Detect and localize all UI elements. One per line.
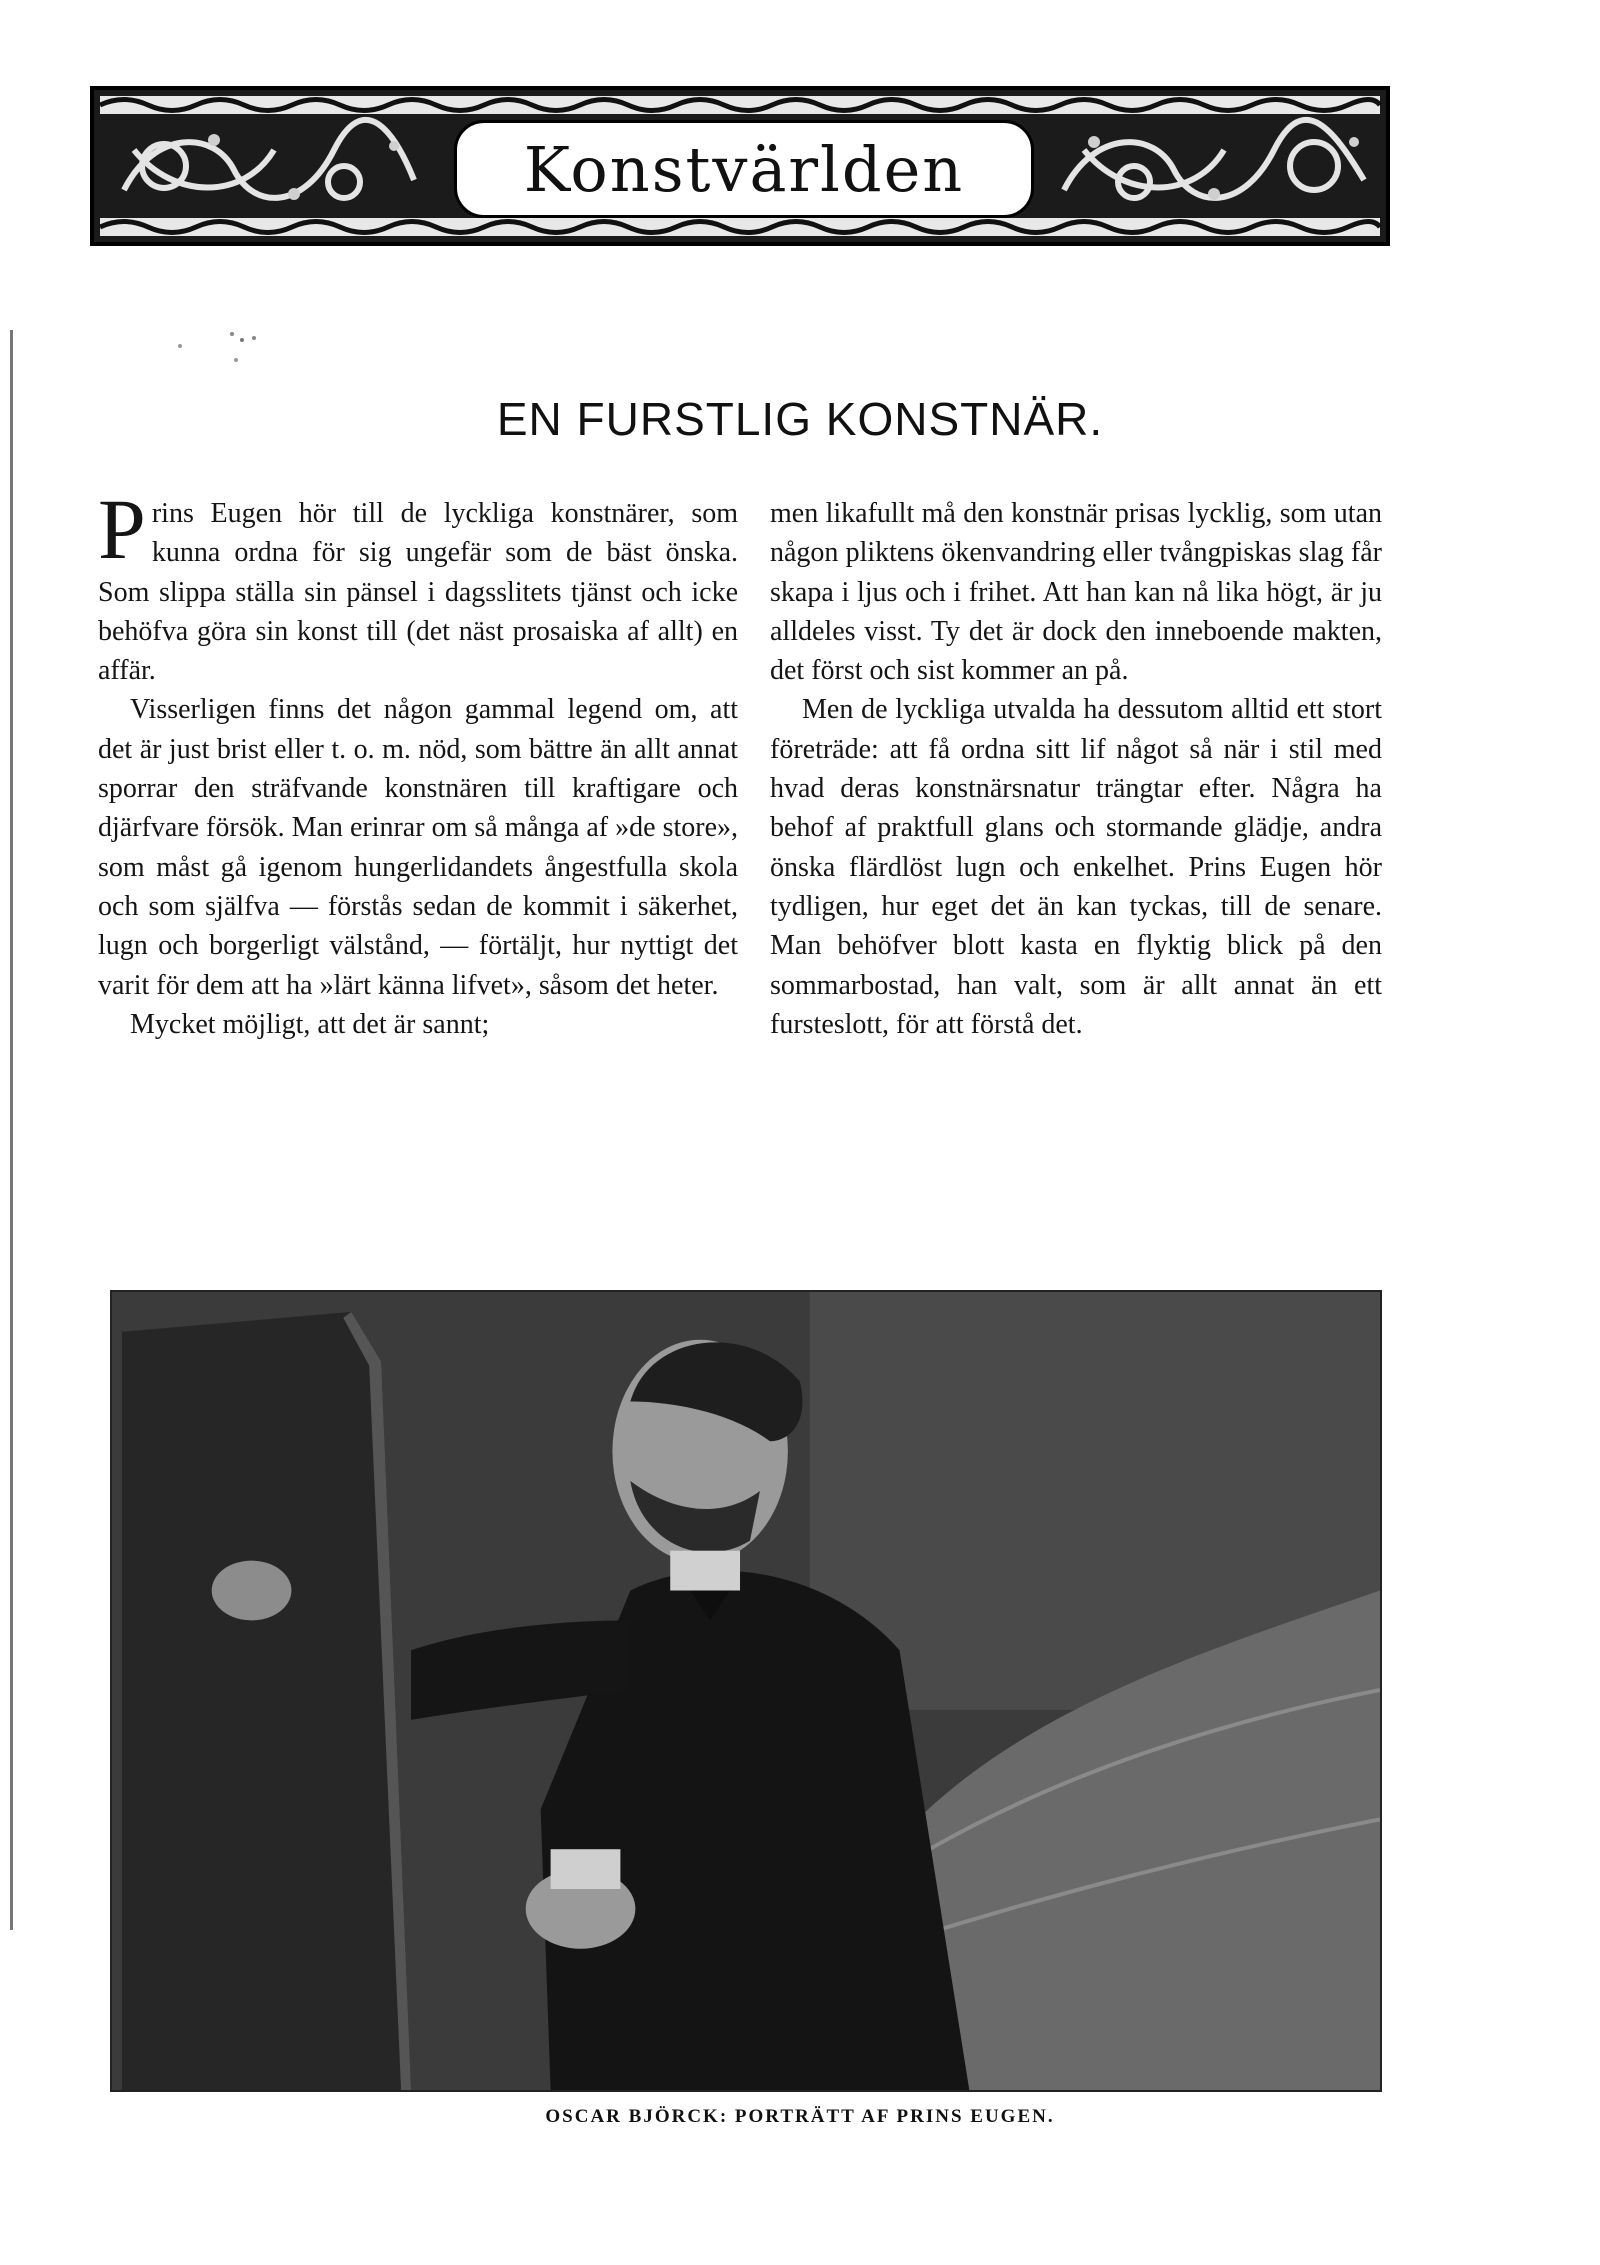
article-headline: EN FURSTLIG KONSTNÄR. bbox=[496, 393, 1104, 445]
paragraph: men likafullt må den konstnär prisas lycklig, som utan någon pliktens ökenvandring eller tvångpiskas slag får skapa i ljus och i frihet. Att han kan nå lika högt, är ju alldeles visst. Ty det är dock den inneboende makten, det först och sist kommer an på. bbox=[770, 498, 1382, 687]
paragraph: Visserligen finns det någon gammal legend om, att det är just brist eller t. o. m. nöd, som bättre än allt annat sporrar den sträfvande konstnären till kraftigare och djärfvare försök. Man erinrar om så många af »de store», som måst gå igenom hungerlidandets ångestfulla skola och som själfva — förstås sedan de kommit i säkerhet, lugn och borgerligt välstånd, — förtäljt, hur nyttigt det varit för dem att ha »lärt känna lifvet», såsom det heter. bbox=[98, 694, 738, 1001]
drop-cap: P bbox=[98, 481, 146, 577]
ornamental-header-banner bbox=[90, 86, 1390, 246]
portrait-painting-image bbox=[112, 1292, 1380, 2090]
portrait-photograph bbox=[110, 1290, 1382, 2092]
left-margin-rule bbox=[10, 330, 13, 1930]
paragraph: Men de lyckliga utvalda ha dessutom alltid ett stort företräde: att få ordna sitt lif något så när i stil med hvad deras konstnärsnatur trängtar efter. Några ha behof af praktfull glans och stormande glädje, andra önska flärdlöst lugn och enkelhet. Prins Eugen hör tydligen, hur eget det än kan tyckas, till de senare. Man behöfver blott kasta en flyktig blick på den sommarbostad, han valt, som är allt annat än ett fursteslott, för att förstå det. bbox=[770, 694, 1382, 1040]
section-title: Konstvärlden bbox=[523, 132, 965, 206]
banner-title-frame bbox=[454, 120, 1034, 218]
print-specks bbox=[170, 320, 310, 380]
paragraph: Prins Eugen hör till de lyckliga konstnärer, som kunna ordna för sig ungefär som de bäst önska. Som slippa ställa sin pänsel i dagsslitets tjänst och icke behöfva göra sin konst till (det näst prosaiska af allt) en affär. bbox=[98, 481, 738, 687]
photo-caption: OSCAR BJÖRCK: PORTRÄTT AF PRINS EUGEN. bbox=[545, 2106, 1055, 2127]
paragraph: Mycket möjligt, att det är sannt; bbox=[130, 1008, 490, 1040]
article-column-right bbox=[770, 494, 1382, 1044]
article-column-left bbox=[98, 481, 738, 1044]
